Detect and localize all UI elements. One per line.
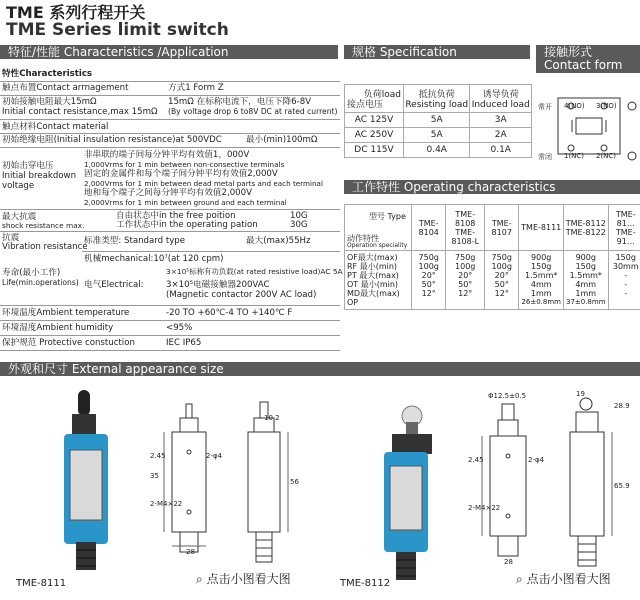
shock-operating: 工作状态中in the operating pation xyxy=(116,220,258,230)
divider xyxy=(0,350,340,351)
divider xyxy=(0,320,340,321)
divider xyxy=(0,95,340,96)
bd-6: 2,000Vrms for 1 min between ground and each terminal xyxy=(84,198,287,207)
shock-en: shock resistance max. xyxy=(2,221,85,230)
divider xyxy=(0,81,340,82)
dim-label: 10.2 xyxy=(264,414,280,422)
spec-ind-en: Induced load xyxy=(471,100,530,110)
shock-operating-value: 30G xyxy=(290,220,308,230)
op-corner xyxy=(345,205,412,251)
product-8112 xyxy=(320,382,640,596)
material-label: 触点材料Contact material xyxy=(2,122,109,132)
spec-cell: 3A xyxy=(470,113,532,128)
vib-en: Vibration resistance xyxy=(2,242,88,252)
contact-diagram xyxy=(536,76,640,176)
spec-cell: 2A xyxy=(470,128,532,143)
op-row-label: OP xyxy=(347,298,359,307)
divider xyxy=(0,147,340,148)
bd-3: 固定的金属件和每个端子间分钟平均有效值2,000V xyxy=(84,169,278,179)
op-col-8111 xyxy=(519,251,564,310)
divider xyxy=(0,305,340,306)
char-heading: 特性Characteristics xyxy=(2,69,93,79)
spec-cell: AC 125V xyxy=(345,113,404,128)
op-model: TME-81… TME-91… xyxy=(608,205,640,251)
op-row-label: OT 最小(min) xyxy=(347,280,399,289)
op-model: TME-8107 xyxy=(485,205,519,251)
dim-label: 2.45 xyxy=(150,452,166,460)
op-value: 4mm xyxy=(530,280,552,289)
op-value: 750g xyxy=(491,253,512,262)
section-characteristics: 特征/性能 Characteristics /Application xyxy=(0,45,338,59)
vib-value: 最大(max)55Hz xyxy=(246,236,311,246)
op-value: 750g xyxy=(418,253,439,262)
dim-label: 2-M4×22 xyxy=(150,500,183,508)
spec-cell: AC 250V xyxy=(345,128,404,143)
protection-label: 保护规范 Protective constuction xyxy=(2,338,135,348)
contact-nc-label: 常闭 xyxy=(538,153,552,161)
op-value: 900g xyxy=(531,253,552,262)
op-value: 1mm xyxy=(530,289,552,298)
spec-cell: 5A xyxy=(404,128,470,143)
op-col-8104 xyxy=(412,251,446,310)
op-value: 750g xyxy=(455,253,476,262)
op-value: 100g xyxy=(455,262,476,271)
arr-value: 方式1 Form Z xyxy=(168,83,224,93)
bd-1: 非串联的端子间每分钟平均有效值1，000V xyxy=(84,150,250,160)
op-value: 150g xyxy=(575,262,596,271)
op-value: 12° xyxy=(458,289,473,298)
res-value-2: (By voltage drop 6 to8V DC at rated current) xyxy=(168,107,338,116)
op-value: 20° xyxy=(421,271,436,280)
op-value: 50° xyxy=(458,280,473,289)
op-value: - xyxy=(624,289,628,298)
spec-volt-label: 接点电压 xyxy=(347,100,384,110)
spec-res-en: Resisting load xyxy=(405,100,469,110)
contact-no-label: 常开 xyxy=(538,103,552,111)
spec-ind-cn: 诱导负荷 xyxy=(482,90,519,100)
op-value: - xyxy=(624,280,628,289)
bd-4: 2,000Vrms for 1 min between dead metal parts and each terminal xyxy=(84,179,323,188)
temp-label: 环境温度Ambient temperature xyxy=(2,308,130,318)
life-cn: 寿命(最小工作) xyxy=(2,268,61,278)
characteristics-table xyxy=(0,64,343,352)
vib-type: 标准类型: Standard type xyxy=(84,236,186,246)
zoom-label: 点击小图看大图 xyxy=(526,572,611,586)
op-action-label: 动作特性 xyxy=(347,234,379,243)
section-operating: 工作特性 Operating characteristics xyxy=(344,180,640,194)
divider xyxy=(82,251,340,252)
op-model: TME-8108 TME-8108-L xyxy=(446,205,485,251)
spec-cell: DC 115V xyxy=(345,143,404,158)
op-value: 900g xyxy=(575,253,596,262)
dim-label: 2.45 xyxy=(468,456,484,464)
dim-label: 28 xyxy=(504,558,513,566)
humidity-label: 环境湿度Ambient humidity xyxy=(2,323,114,333)
op-row-label: MD最大(max) xyxy=(347,289,400,298)
contact-form-title-en: Contact form xyxy=(544,58,623,72)
op-value: 26±0.8mm xyxy=(521,298,561,306)
res-label-1: 初始接触电阻最大15mΩ xyxy=(2,97,97,107)
op-value: 30mm xyxy=(612,262,639,271)
life-en: Life(min.operations) xyxy=(2,278,79,287)
dim-label: 19 xyxy=(576,390,585,398)
dim-label: 2-φ4 xyxy=(206,452,223,460)
op-value: 50° xyxy=(494,280,509,289)
op-value: 20° xyxy=(494,271,509,280)
bd-2: 1,000Vrms for 1 min between non-consective terminals xyxy=(84,160,285,169)
dim-label: 35 xyxy=(150,472,159,480)
terminal-2: 2(NC) xyxy=(596,152,617,160)
elec-label: 电气Electrical: xyxy=(84,280,144,290)
terminal-4: 4(NO) xyxy=(564,102,585,110)
shock-free: 自由状态中in the free poition xyxy=(116,211,236,221)
divider xyxy=(0,133,340,134)
divider xyxy=(0,231,340,232)
spec-res-header xyxy=(404,85,470,113)
op-col-8112 xyxy=(563,251,608,310)
op-model: TME-8112 TME-8122 xyxy=(563,205,608,251)
dim-label: 2-φ4 xyxy=(528,456,545,464)
title-cn: TME 系列行程开关 xyxy=(6,3,146,22)
product-8112-drawing xyxy=(320,382,640,596)
spec-res-cn: 抵抗负荷 xyxy=(418,90,455,100)
spec-table xyxy=(344,84,532,158)
spec-load-label: 负荷load xyxy=(363,90,401,100)
op-value: 20° xyxy=(458,271,473,280)
op-value: 12° xyxy=(494,289,509,298)
elec-1: 3×10⁵标称有功负载(at rated resistive load)AC 5A xyxy=(166,267,343,276)
vib-cn: 抗震 xyxy=(2,233,20,243)
terminal-1: 1(NC) xyxy=(564,152,585,160)
elec-2: 3×10⁵电磁接触器200VAC xyxy=(166,280,270,290)
bd-5: 地和每个端子之间每分钟平均有效值2,000V xyxy=(84,188,252,198)
dim-label: Φ12.5±0.5 xyxy=(488,392,527,400)
op-value: 12° xyxy=(421,289,436,298)
shock-free-value: 10G xyxy=(290,211,308,221)
op-value: 100g xyxy=(418,262,439,271)
op-model: TME-8111 xyxy=(519,205,564,251)
operating-table xyxy=(344,204,640,310)
insulation-label: 初始绝缘电阻(Initial insulation resistance)at 500VDC xyxy=(2,135,222,145)
divider xyxy=(0,335,340,336)
bd-label-3: voltage xyxy=(2,181,35,191)
dim-label: 28.9 xyxy=(614,402,630,410)
dim-label: 2-M4×22 xyxy=(468,504,501,512)
product-name-8112: TME-8112 xyxy=(340,578,391,589)
op-col-last xyxy=(608,251,640,310)
zoom-link-right[interactable] xyxy=(516,570,611,587)
op-col-8107 xyxy=(485,251,519,310)
res-value-1: 15mΩ 在标称电流下，电压下降6-8V xyxy=(168,97,312,107)
dim-label: 56 xyxy=(290,478,299,486)
elec-3: (Magnetic contactor 200V AC load) xyxy=(166,290,317,300)
title-en: TME Series limit switch xyxy=(6,20,229,40)
contact-form-title-cn: 接触形式 xyxy=(544,45,593,59)
op-value: 1.5mm* xyxy=(569,271,602,280)
terminal-3: 3(NO) xyxy=(596,102,617,110)
section-contact-form xyxy=(536,45,640,73)
shock-cn: 最大抗震 xyxy=(2,212,37,222)
spec-cell: 0.1A xyxy=(470,143,532,158)
op-row-label: OF最大(max) xyxy=(347,253,398,262)
op-value: 4mm xyxy=(575,280,597,289)
protection-value: IEC IP65 xyxy=(166,338,202,348)
op-model-label: 型号 Type xyxy=(369,212,406,221)
section-specification: 规格 Specification xyxy=(344,45,530,59)
divider xyxy=(0,209,340,210)
op-value: 150g xyxy=(615,253,636,262)
spec-cell: 5A xyxy=(404,113,470,128)
op-action-en: Operation speciality xyxy=(347,242,408,249)
divider xyxy=(0,119,340,120)
res-label-2: Initial contact resistance,max 15mΩ xyxy=(2,107,158,117)
op-row-label: PT 最大(max) xyxy=(347,271,399,280)
zoom-link-left[interactable] xyxy=(196,570,291,587)
op-value: 1mm xyxy=(575,289,597,298)
bd-label-1: 初始击穿电压 xyxy=(2,161,54,171)
spec-cell: 0.4A xyxy=(404,143,470,158)
insulation-value: 最小(min)100mΩ xyxy=(246,135,318,145)
op-value: 100g xyxy=(491,262,512,271)
bd-label-2: Initial breakdown xyxy=(2,171,77,181)
life-mech: 机械mechanical:10⁷(at 120 cpm) xyxy=(84,254,224,264)
op-row-label: RF 最小(min) xyxy=(347,262,398,271)
dim-label: 28 xyxy=(186,548,195,556)
arr-label: 触点布置Contact arrnagement xyxy=(2,83,129,93)
spec-ind-header xyxy=(470,85,532,113)
op-value: 150g xyxy=(531,262,552,271)
magnifier-icon: ⌕ xyxy=(196,572,203,586)
op-value: 50° xyxy=(421,280,436,289)
op-model: TME-8104 xyxy=(412,205,446,251)
temp-value: -20 TO +60℃-4 TO +140℃ F xyxy=(166,308,293,318)
spec-corner xyxy=(345,85,404,113)
zoom-label: 点击小图看大图 xyxy=(206,572,291,586)
dim-label: 65.9 xyxy=(614,482,630,490)
section-external: 外观和尺寸 External appearance size xyxy=(0,362,640,376)
product-8111 xyxy=(0,382,320,596)
op-value: - xyxy=(624,271,628,280)
product-name-8111: TME-8111 xyxy=(16,578,67,589)
op-col-8108 xyxy=(446,251,485,310)
humidity-value: <95% xyxy=(166,323,193,333)
op-value: 1.5mm* xyxy=(525,271,558,280)
magnifier-icon: ⌕ xyxy=(516,572,523,586)
op-value: 37±0.8mm xyxy=(565,298,606,306)
